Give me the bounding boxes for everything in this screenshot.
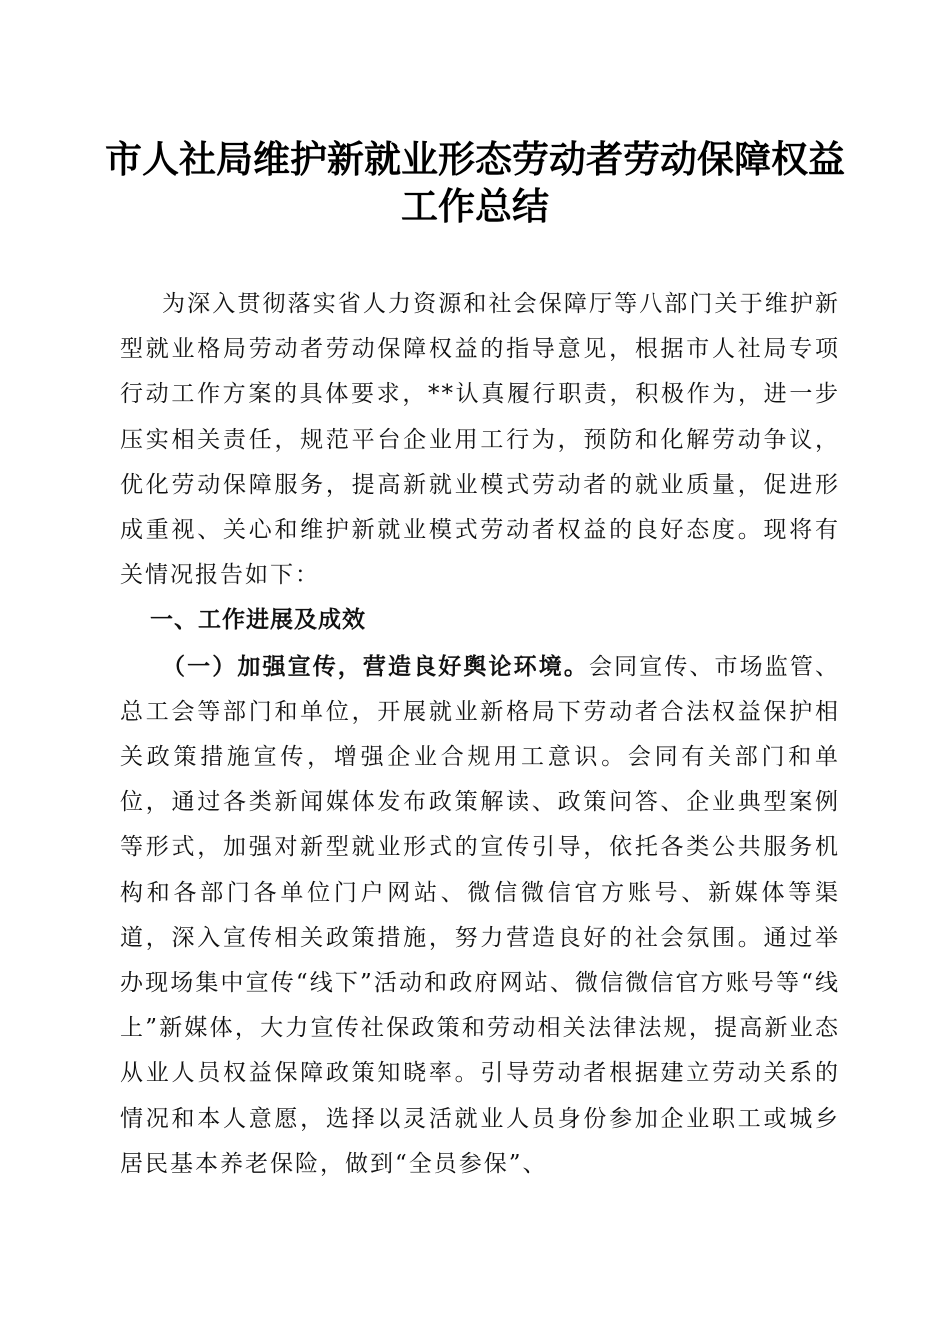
subsection-body: 会同宣传、市场监管、总工会等部门和单位，开展就业新格局下劳动者合法权益保护相关政策措施宣传，增强企业合规用工意识。会同有关部门和单位，通过各类新闻媒体发布政策解读、政策问答、企业典型案例等形式，加强对新型就业形式的宣传引导，依托各类公共服务机构和各部门各单位门户网站、微信微信官方账号、新媒体等渠道，深入宣传相关政策措施，努力营造良好的社会氛围。通过举办现场集中宣传“线下”活动和政府网站、微信微信官方账号等“线上”新媒体，大力宣传社保政策和劳动相关法律法规，提高新业态从业人员权益保障政策知晓率。引导劳动者根据建立劳动关系的情况和本人意愿，选择以灵活就业人员身份参加企业职工或城乡居民基本养老保险，做到“全员参保”、 — [120, 653, 841, 1177]
subsection-paragraph — [120, 644, 840, 1187]
document-title-line-1: 市人社局维护新就业形态劳动者劳动保障权益 — [105, 137, 845, 181]
subsection-lead: （一）加强宣传，营造良好舆论环境。 — [162, 652, 589, 680]
document-title-line-2: 工作总结 — [401, 184, 549, 228]
section-heading: 一、工作进展及成效 — [150, 607, 366, 634]
document-body — [120, 282, 840, 1187]
intro-paragraph: 为深入贯彻落实省人力资源和社会保障厅等八部门关于维护新型就业格局劳动者劳动保障权益的指导意见，根据市人社局专项行动工作方案的具体要求，**认真履行职责，积极作为，进一步压实相关责任，规范平台企业用工行为，预防和化解劳动争议，优化劳动保障服务，提高新就业模式劳动者的就业质量，促进形成重视、关心和维护新就业模式劳动者权益的良好态度。现将有关情况报告如下： — [120, 291, 840, 589]
